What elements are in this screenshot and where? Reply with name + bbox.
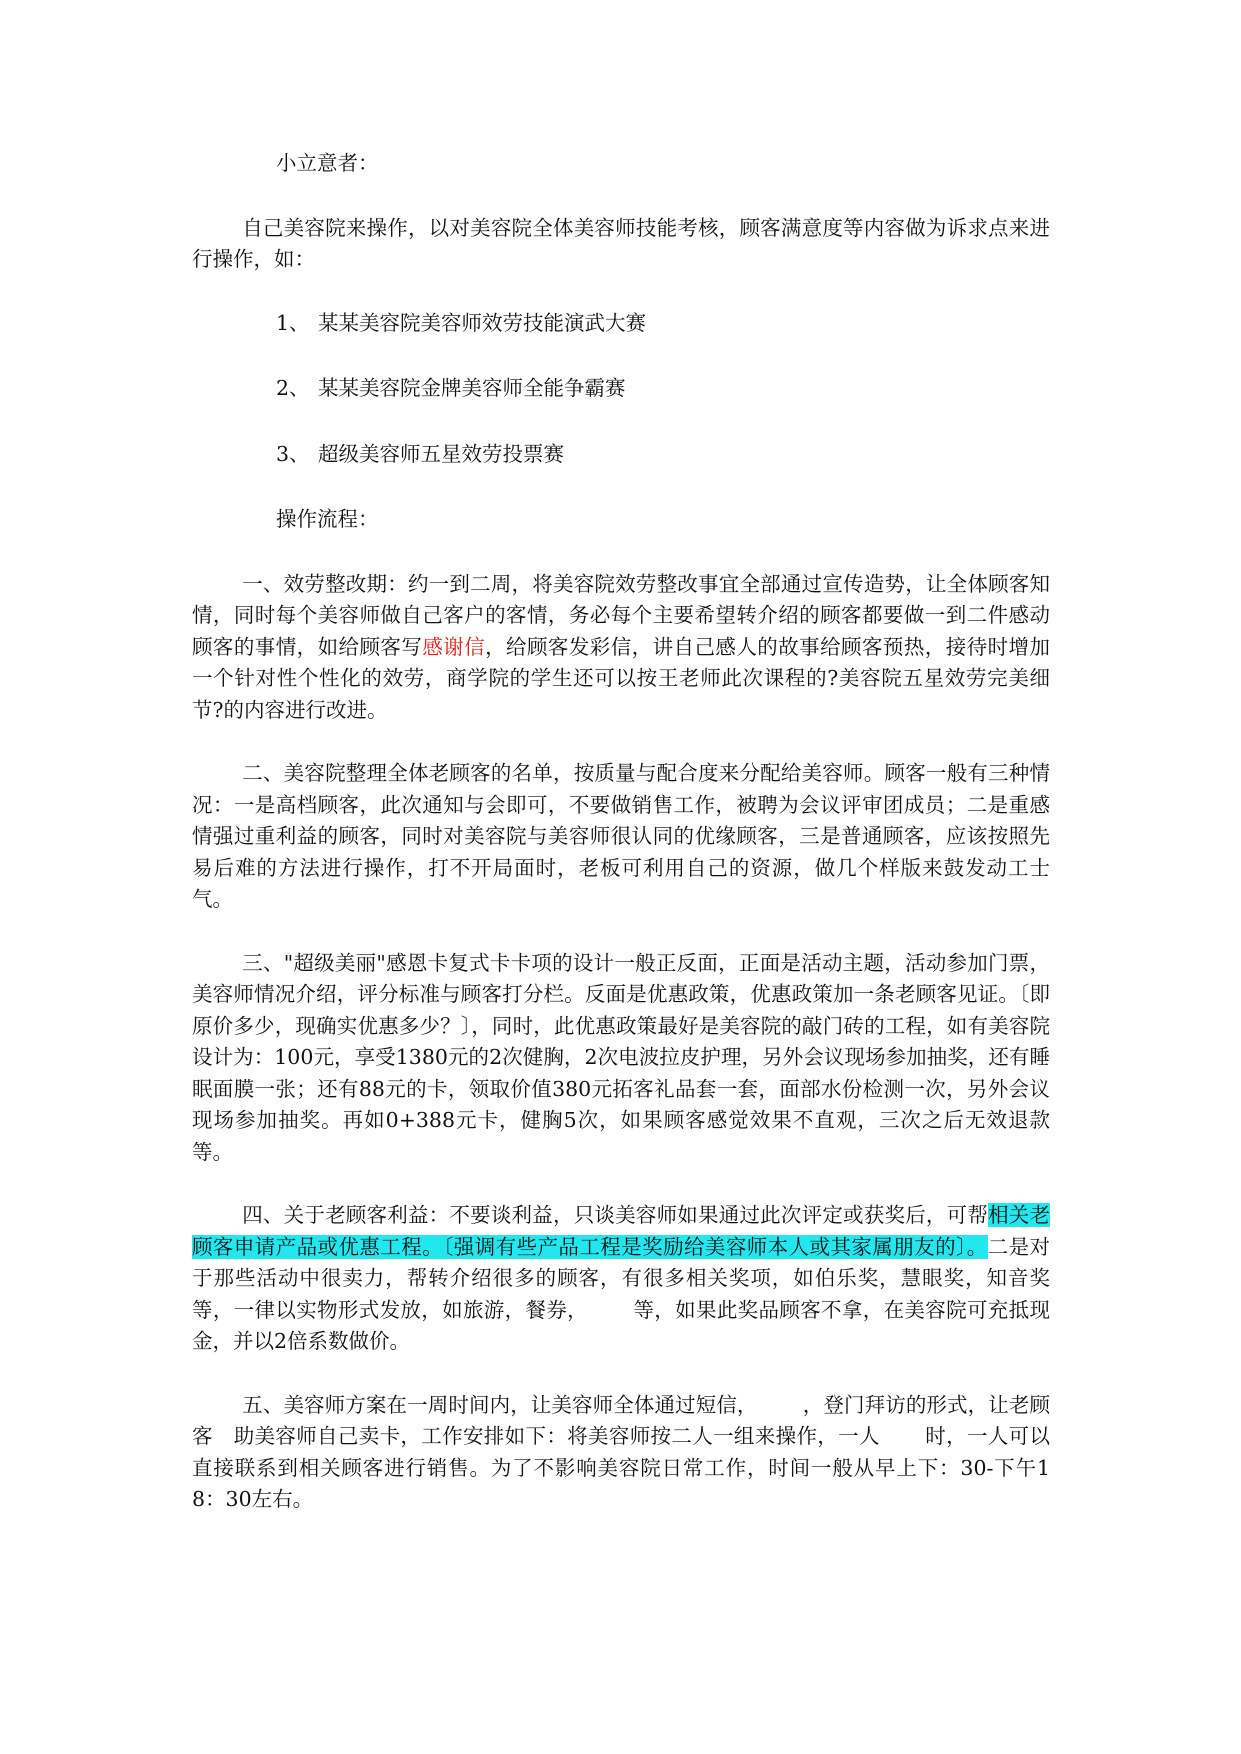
- intro-paragraph: 自己美容院来操作，以对美容院全体美容师技能考核，顾客满意度等内容做为诉求点来进行操作，如：: [192, 215, 1050, 271]
- paragraph-text: ，登门拜访的形式，让老顾客: [192, 1392, 1050, 1448]
- process-label: 操作流程：: [276, 507, 379, 531]
- paragraph-customer-list: 二、美容院整理全体老顾客的名单，按质量与配合度来分配给美容师。顾客一般有三种情况：一是高档顾客，此次通知与会即可，不要做销售工作，被聘为会议评审团成员；二是重感情强过重利益的顾客，同时对美容院与美容师很认同的优缘顾客，三是普通顾客，应该按照先易后难的方法进行操作，打不开局面时，老板可利用自己的资源，做几个样版来鼓发动工士气。: [192, 761, 1050, 911]
- list-item: [192, 439, 1050, 471]
- paragraph-text: 助美容师自己卖卡，工作安排如下：将美容师按二人一组来操作，一人: [233, 1424, 880, 1448]
- paragraph-text: 等，如果此奖品顾客不拿，在美容院可充抵现金，并以2倍系数做价。: [192, 1297, 1050, 1353]
- list-item: [192, 373, 1050, 405]
- paragraph-text: 一、效劳整改期：约一到二周，将美容院效劳整改事宜全部通过宣传造势，让全体顾客知情，同时每个美容师做自己客户的客情，务必每个主要希望转介绍的顾客都要做一到二件感动顾客的事情，如给顾客写: [192, 571, 1050, 659]
- paragraph-card-design: 三、"超级美丽"感恩卡复式卡卡项的设计一般正反面，正面是活动主题，活动参加门票，美容师情况介绍，评分标准与顾客打分栏。反面是优惠政策，优惠政策加一条老顾客见证。〔即原价多少，现确实优惠多少？〕，同时，此优惠政策最好是美容院的敲门砖的工程，如有美容院设计为：100元，享受1380元的2次健胸，2次电波拉皮护理，另外会议现场参加抽奖，还有睡眠面膜一张；还有88元的卡，领取价值380元拓客礼品套一套，面部水份检测一次，另外会议现场参加抽奖。再如0+388元卡，健胸5次，如果顾客感觉效果不直观，三次之后无效退款等。: [192, 950, 1050, 1164]
- list-number: 1、: [276, 310, 310, 335]
- paragraph-text: 五、美容师方案在一周时间内，让美容师全体通过短信，: [242, 1392, 758, 1417]
- paragraph-text: 时，一人可以直接联系到相关顾客进行销售。为了不影响美容院日常工作，时间一般从早上下：30-下午18：30左右。: [192, 1424, 1050, 1511]
- paragraph-beautician-plan: [192, 1390, 1050, 1516]
- paragraph-text: 四、关于老顾客利益：不要谈利益，只谈美容师如果通过此次评定或获奖后，可帮: [242, 1203, 989, 1227]
- paragraph-customer-benefits: [192, 1200, 1050, 1358]
- red-emphasis-text: 感谢信: [422, 634, 486, 659]
- list-number: 3、: [276, 441, 310, 466]
- document-body: [192, 148, 1050, 1548]
- list-text: 某某美容院金牌美容师全能争霸赛: [318, 376, 626, 400]
- list-text: 某某美容院美容师效劳技能演武大赛: [318, 310, 646, 335]
- list-text: 超级美容师五星效劳投票赛: [318, 441, 564, 466]
- highlighted-text: 相关老顾客申请产品或优惠工程。〔强调有些产品工程是奖励给美容师本人或其家属朋友的〕。: [192, 1203, 1050, 1259]
- paragraph-service-rectification: [192, 569, 1050, 727]
- paragraph-text: ，给顾客发彩信，讲自己感人的故事给顾客预热，接待时增加一个针对性个性化的效劳，商学院的学生还可以按王老师此次课程的?美容院五星效劳完美细节?的内容进行改进。: [192, 634, 1050, 722]
- list-number: 2、: [276, 376, 310, 400]
- intro-label: 小立意者：: [276, 151, 379, 175]
- paragraph-text: 二是对于那些活动中很卖力，帮转介绍很多的顾客，有很多相关奖项，如伯乐奖，慧眼奖，知音奖等，一律以实物形式发放，如旅游，餐券，: [192, 1234, 1051, 1322]
- list-item: [192, 308, 1050, 340]
